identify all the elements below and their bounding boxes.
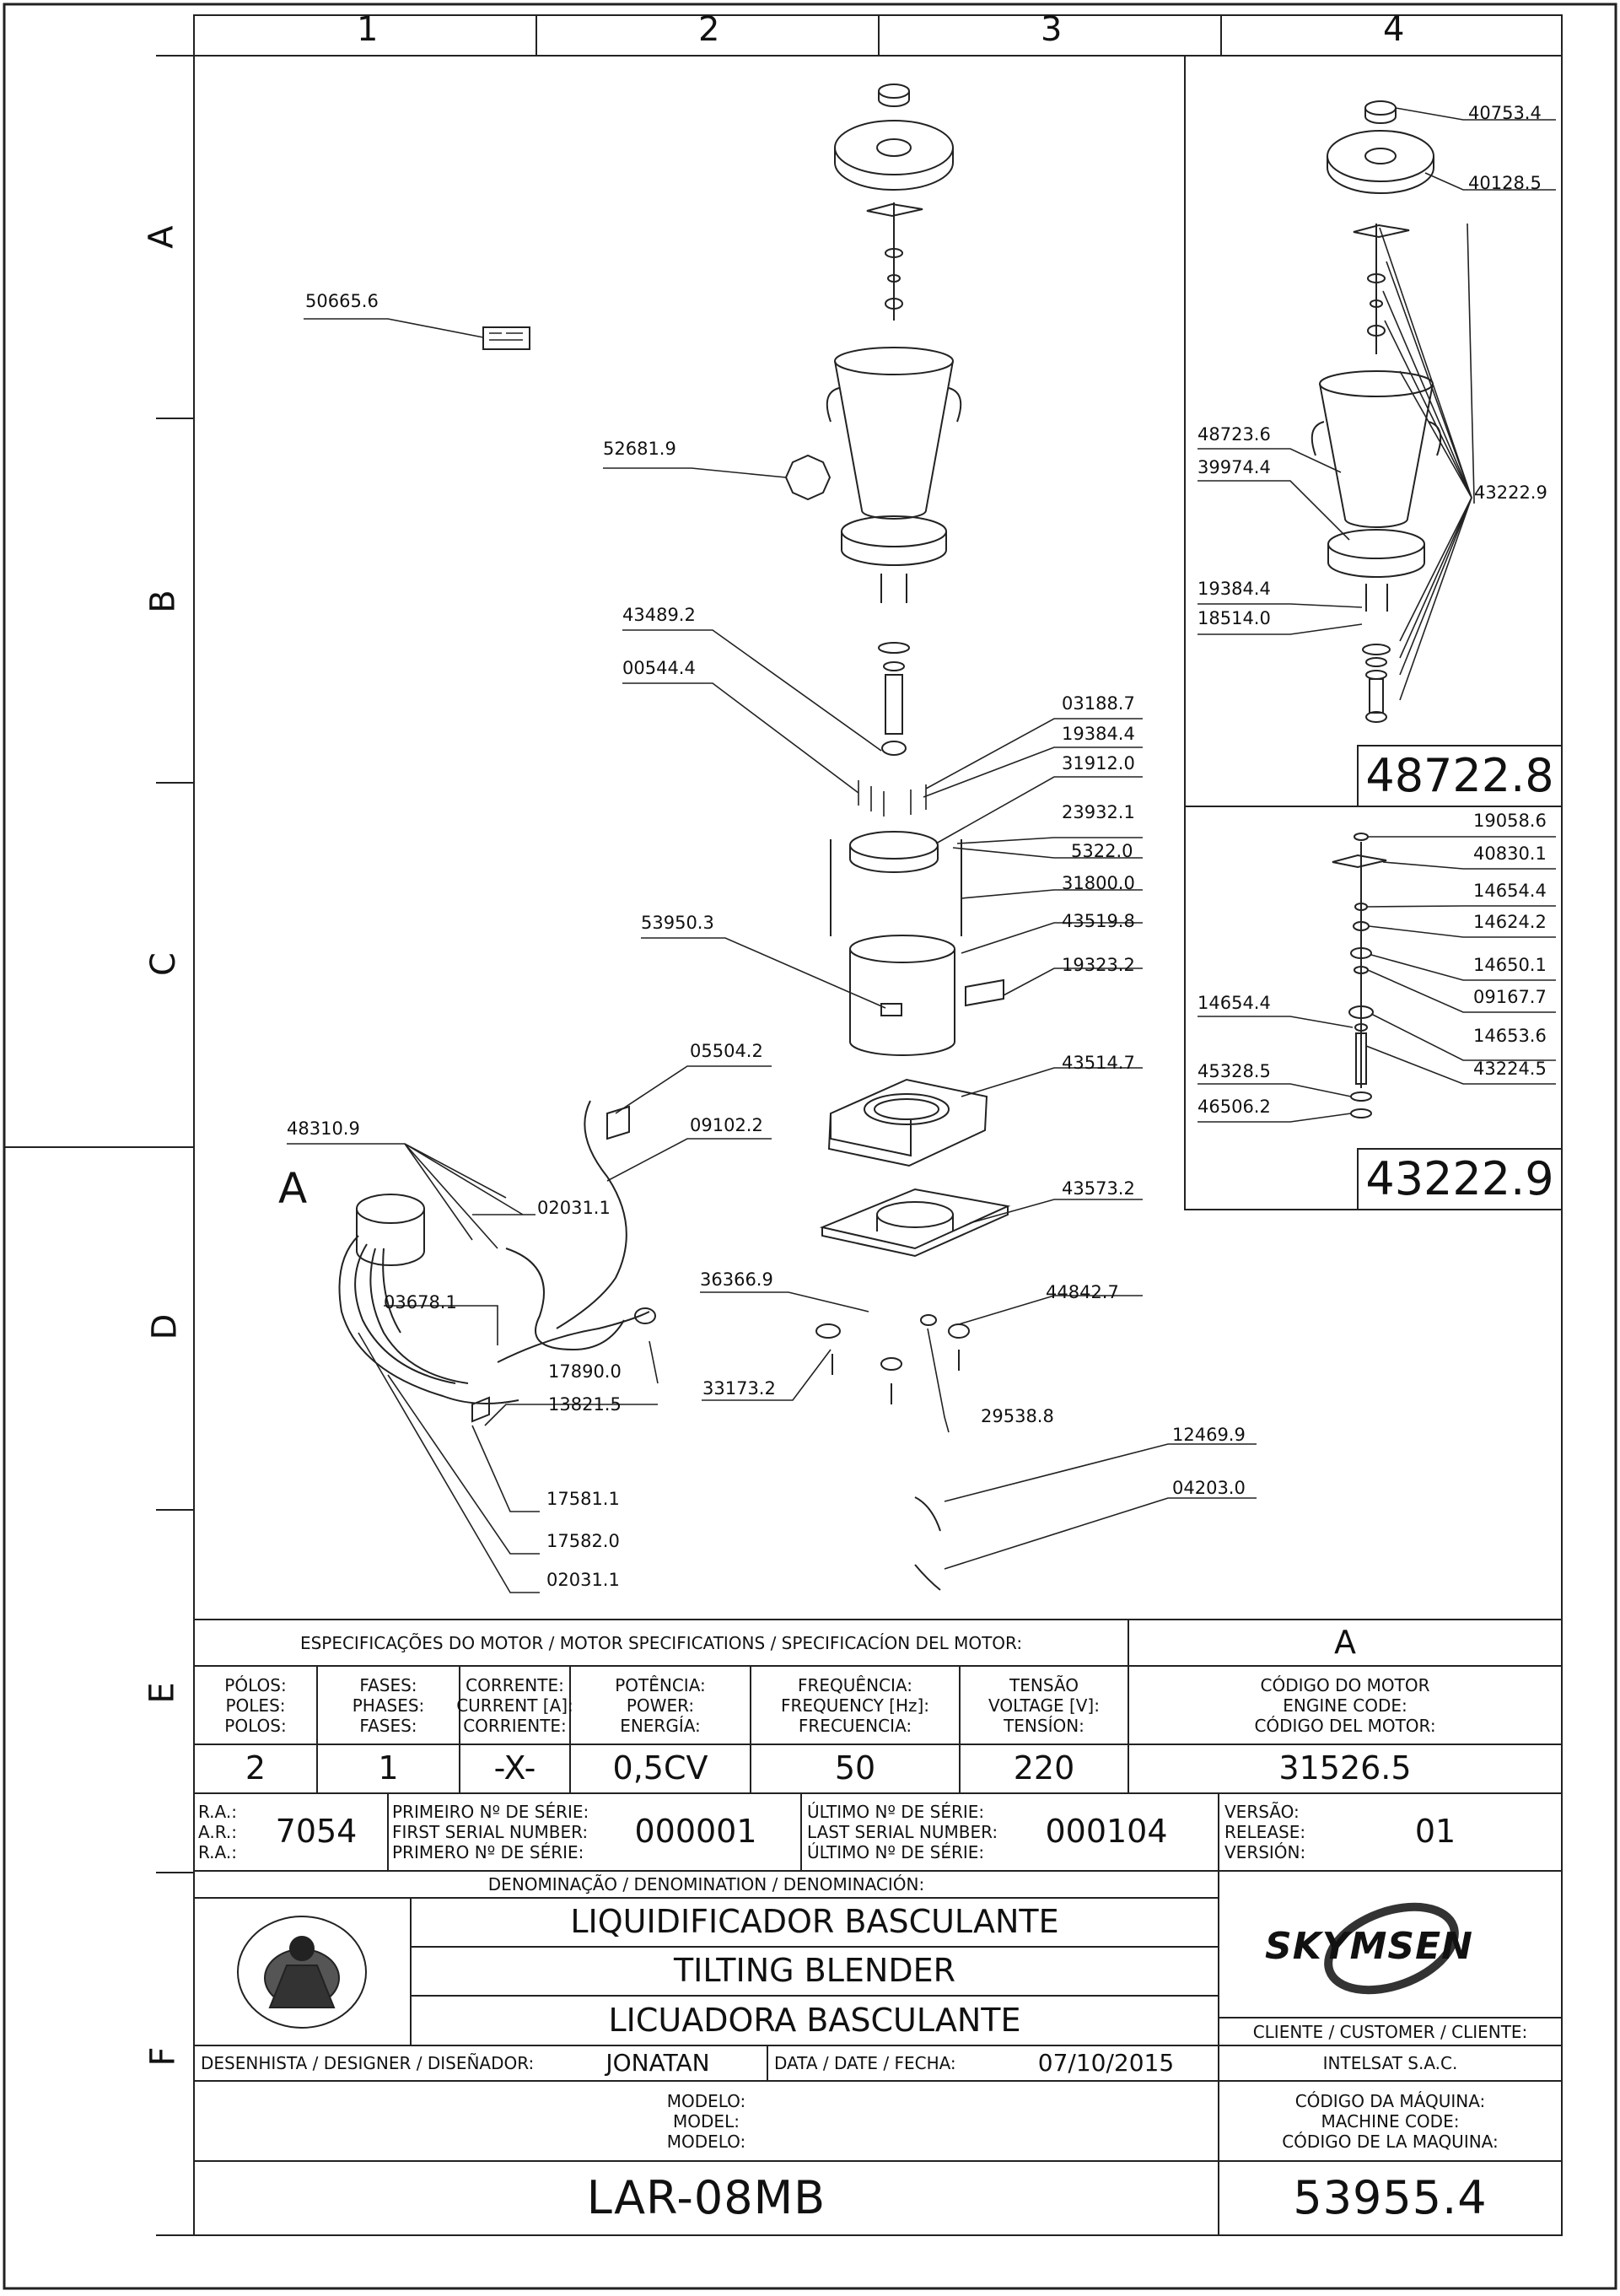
row-label-d: D: [145, 1313, 185, 1340]
callout-05504-2: 05504.2: [690, 1041, 763, 1061]
callout-45328-5: 45328.5: [1198, 1061, 1271, 1081]
callout-52681-9: 52681.9: [603, 439, 676, 459]
callout-03678-1: 03678.1: [384, 1292, 457, 1312]
callout-14650-1: 14650.1: [1473, 955, 1547, 975]
current-value: -X-: [493, 1749, 536, 1787]
frequency-label: FREQUÊNCIA: FREQUENCY [Hz]: FRECUENCIA:: [780, 1674, 930, 1736]
callout-48723-6: 48723.6: [1198, 424, 1271, 445]
jar-kit-code-box: 48722.8: [1365, 748, 1554, 802]
callout-04203-0: 04203.0: [1172, 1478, 1246, 1498]
engine-code-value: 31526.5: [1278, 1749, 1412, 1787]
model-label: MODELO: MODEL: MODELO:: [666, 2090, 746, 2152]
product-name-pt: LIQUIDIFICADOR BASCULANTE: [570, 1903, 1059, 1941]
date-value: 07/10/2015: [1037, 2049, 1175, 2078]
row-label-e: E: [143, 1682, 182, 1704]
column-label-2: 2: [698, 10, 720, 49]
callout-36366-9: 36366.9: [700, 1269, 773, 1290]
designer-label: DESENHISTA / DESIGNER / DISEÑADOR:: [201, 2053, 535, 2073]
callout-14653-6: 14653.6: [1473, 1026, 1547, 1046]
machine-code-label: CÓDIGO DA MÁQUINA: MACHINE CODE: CÓDIGO DE LA MAQUINA:: [1282, 2090, 1499, 2152]
callout-44842-7: 44842.7: [1046, 1282, 1119, 1302]
callout-09167-7: 09167.7: [1473, 987, 1547, 1007]
callout-40753-4: 40753.4: [1468, 103, 1542, 123]
callout-50665-6: 50665.6: [305, 291, 379, 311]
callout-40128-5: 40128.5: [1468, 173, 1542, 193]
blade-kit-code-box: 43222.9: [1365, 1151, 1554, 1205]
designer-value: JONATAN: [605, 2049, 710, 2078]
callout-19058-6: 19058.6: [1473, 811, 1547, 831]
phases-value: 1: [378, 1749, 399, 1787]
last-serial-value: 000104: [1045, 1813, 1168, 1851]
callout-33173-2: 33173.2: [702, 1378, 776, 1399]
first-serial-label: PRIMEIRO Nº DE SÉRIE: FIRST SERIAL NUMBER: PRIMERO Nº DE SÉRIE:: [392, 1802, 589, 1862]
customer-value: INTELSAT S.A.C.: [1322, 2053, 1458, 2073]
callout-12469-9: 12469.9: [1172, 1425, 1246, 1445]
callout-43519-8: 43519.8: [1062, 911, 1135, 931]
machine-code-value: 53955.4: [1293, 2170, 1488, 2224]
first-serial-value: 000001: [634, 1813, 757, 1851]
callout-19384-4: 19384.4: [1062, 724, 1135, 744]
callout-46506-2: 46506.2: [1198, 1097, 1271, 1117]
motor-spec-title: ESPECIFICAÇÕES DO MOTOR / MOTOR SPECIFICATIONS / SPECIFICACÍON DEL MOTOR:: [299, 1632, 1023, 1653]
motor-letter: A: [1334, 1623, 1356, 1661]
callout-09102-2: 09102.2: [690, 1115, 763, 1135]
row-label-f: F: [143, 2046, 183, 2067]
callout-00544-4: 00544.4: [622, 658, 696, 678]
callout-31800-0: 31800.0: [1062, 873, 1135, 893]
callout-13821-5: 13821.5: [548, 1394, 622, 1415]
callout-17582-0: 17582.0: [546, 1531, 620, 1551]
power-value: 0,5CV: [612, 1749, 708, 1787]
version-value: 01: [1414, 1813, 1456, 1851]
callout-29538-8: 29538.8: [981, 1406, 1054, 1426]
engine-code-label: CÓDIGO DO MOTOR ENGINE CODE: CÓDIGO DEL MOTOR:: [1254, 1674, 1436, 1736]
callout-40830-1: 40830.1: [1473, 843, 1547, 864]
product-name-es: LICUADORA BASCULANTE: [608, 2001, 1021, 2039]
last-serial-label: ÚLTIMO Nº DE SÉRIE: LAST SERIAL NUMBER: ÚLTIMO Nº DE SÉRIE:: [807, 1802, 998, 1862]
poles-value: 2: [245, 1749, 266, 1787]
version-label: VERSÃO: RELEASE: VERSIÓN:: [1224, 1802, 1306, 1862]
callout-14624-2: 14624.2: [1473, 912, 1547, 932]
row-label-a: A: [142, 225, 181, 249]
callout-43222-9-kit: 43222.9: [1474, 482, 1547, 503]
callout-43514-7: 43514.7: [1062, 1053, 1135, 1073]
phases-label: FASES: PHASES: FASES:: [352, 1674, 425, 1736]
callout-43573-2: 43573.2: [1062, 1178, 1135, 1199]
row-label-b: B: [143, 590, 183, 613]
column-label-4: 4: [1383, 10, 1405, 49]
brand-wordmark: SKYMSEN: [1265, 1925, 1474, 1968]
callout-18514-0: 18514.0: [1198, 608, 1271, 628]
callout-39974-4: 39974.4: [1198, 457, 1271, 477]
poles-label: PÓLOS: POLES: POLOS:: [224, 1674, 287, 1736]
date-label: DATA / DATE / FECHA:: [774, 2053, 956, 2073]
callout-53950-3: 53950.3: [641, 913, 714, 933]
ra-value: 7054: [275, 1813, 358, 1851]
voltage-value: 220: [1013, 1749, 1075, 1787]
frequency-value: 50: [834, 1749, 876, 1787]
callout-14654-4-left: 14654.4: [1198, 993, 1271, 1013]
ra-label: R.A.: A.R.: R.A.:: [198, 1802, 237, 1862]
denomination-label: DENOMINAÇÃO / DENOMINATION / DENOMINACIÓN:: [487, 1874, 925, 1894]
callout-02031-1-lower: 02031.1: [546, 1570, 620, 1590]
detail-marker-a: A: [278, 1164, 308, 1213]
current-label: CORRENTE: CURRENT [A]: CORRIENTE:: [456, 1674, 573, 1736]
callout-17581-1: 17581.1: [546, 1489, 620, 1509]
callout-43224-5: 43224.5: [1473, 1059, 1547, 1079]
callout-23932-1: 23932.1: [1062, 802, 1135, 822]
callout-19384-4-detail: 19384.4: [1198, 579, 1271, 599]
callout-03188-7: 03188.7: [1062, 693, 1135, 714]
callout-14654-4-right: 14654.4: [1473, 881, 1547, 901]
callout-5322-0: 5322.0: [1071, 841, 1133, 861]
column-label-1: 1: [357, 10, 379, 49]
row-label-c: C: [143, 952, 183, 976]
model-value: LAR-08MB: [586, 2170, 826, 2224]
voltage-label: TENSÃO VOLTAGE [V]: TENSÍON:: [988, 1674, 1100, 1736]
callout-31912-0: 31912.0: [1062, 753, 1135, 773]
callout-43489-2: 43489.2: [622, 605, 696, 625]
callout-02031-1-upper: 02031.1: [537, 1198, 611, 1218]
callout-48310-9: 48310.9: [287, 1118, 360, 1139]
power-label: POTÊNCIA: POWER: ENERGÍA:: [615, 1674, 706, 1736]
column-label-3: 3: [1041, 10, 1063, 49]
callout-17890-0: 17890.0: [548, 1361, 622, 1382]
product-name-en: TILTING BLENDER: [673, 1952, 956, 1990]
customer-label: CLIENTE / CUSTOMER / CLIENTE:: [1252, 2021, 1528, 2042]
callout-19323-2: 19323.2: [1062, 955, 1135, 975]
